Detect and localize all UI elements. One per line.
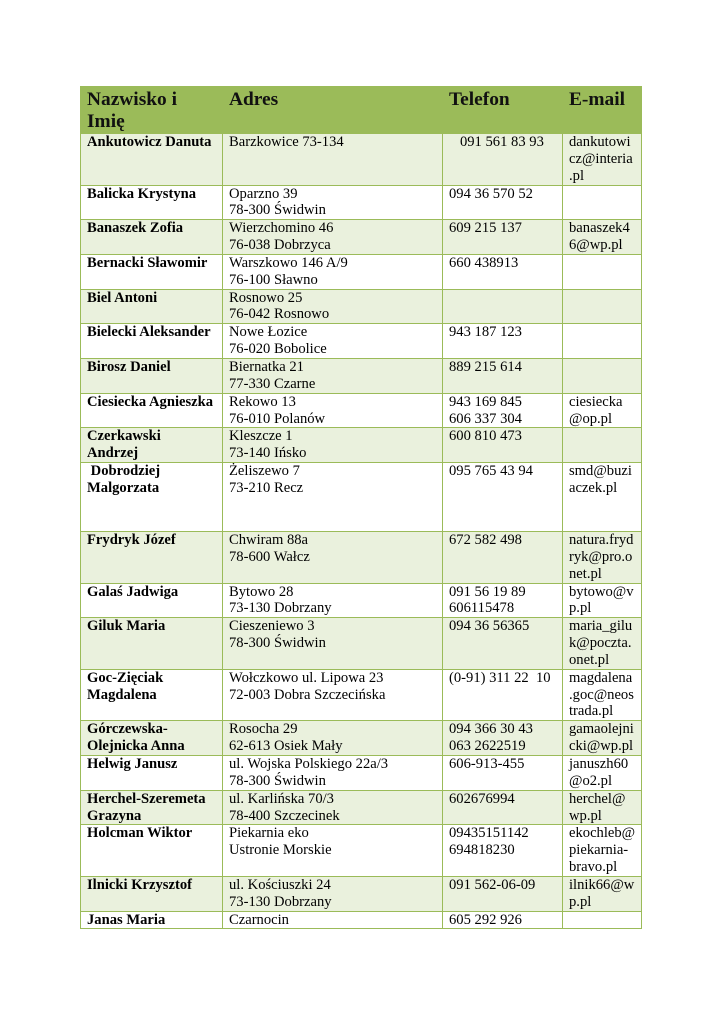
cell-line: 094 36 570 52 xyxy=(449,185,533,202)
name-cell xyxy=(81,463,223,532)
phone-cell xyxy=(443,254,563,289)
email-cell xyxy=(563,185,642,220)
cell-line: Czerkawski xyxy=(87,428,161,445)
cell-line: Ilnicki Krzysztof xyxy=(87,876,192,893)
cell-line: Bielecki Aleksander xyxy=(87,324,211,341)
table-row xyxy=(81,254,642,289)
cell-line: 063 2622519 xyxy=(449,738,526,755)
cell-line: ryk@pro.o xyxy=(569,548,633,565)
cell-line: Magdalena xyxy=(87,686,157,703)
column-header-name xyxy=(81,87,223,134)
phone-cell xyxy=(443,324,563,359)
cell-line: ul. Kościuszki 24 xyxy=(229,876,331,893)
table-body xyxy=(81,134,642,929)
phone-cell xyxy=(443,185,563,220)
cell-line: 76-038 Dobrzyca xyxy=(229,237,331,254)
cell-line: natura.fryd xyxy=(569,532,634,549)
cell-line: januszh60 xyxy=(569,756,629,772)
cell-line: 76-010 Polanów xyxy=(229,410,326,427)
cell-line: Cieszeniewo 3 xyxy=(229,618,315,635)
cell-line: Frydryk Józef xyxy=(87,532,176,549)
cell-line: gamaolejni xyxy=(569,721,634,738)
address-cell xyxy=(223,254,443,289)
cell-line: 78-300 Świdwin xyxy=(229,202,326,219)
address-cell xyxy=(223,618,443,670)
cell-line: Górczewska- xyxy=(87,721,168,738)
cell-line: 095 765 43 94 xyxy=(449,463,533,480)
cell-line: E-mail xyxy=(569,89,626,110)
address-cell xyxy=(223,876,443,911)
table-row xyxy=(81,428,642,463)
cell-line: Goc-Zięciak xyxy=(87,669,164,686)
cell-line: Rosocha 29 xyxy=(229,721,298,738)
cell-line: Kleszcze 1 xyxy=(229,428,293,445)
cell-line: 606115478 xyxy=(449,600,515,617)
cell-line: Balicka Krystyna xyxy=(87,185,197,202)
cell-line: 78-300 Świdwin xyxy=(229,635,326,652)
phone-cell xyxy=(443,583,563,618)
table-row xyxy=(81,618,642,670)
table-row xyxy=(81,185,642,220)
contacts-table xyxy=(80,86,642,929)
phone-cell xyxy=(443,289,563,324)
address-cell xyxy=(223,358,443,393)
name-cell xyxy=(81,911,223,929)
table-row xyxy=(81,532,642,584)
header-row xyxy=(81,87,642,134)
cell-line: 72-003 Dobra Szczecińska xyxy=(229,686,386,703)
cell-line: aczek.pl xyxy=(569,479,618,496)
cell-line: Nowe Łozice xyxy=(229,324,308,341)
cell-line: @op.pl xyxy=(569,410,613,427)
cell-line: 609 215 137 xyxy=(449,220,522,237)
name-cell xyxy=(81,324,223,359)
cell-line: Biel Antoni xyxy=(87,289,158,306)
cell-line: herchel@ xyxy=(569,790,626,807)
cell-line: 660 438913 xyxy=(449,254,519,271)
email-cell xyxy=(563,583,642,618)
cell-line: p.pl xyxy=(569,600,592,617)
cell-line: dankutowi xyxy=(569,134,631,150)
cell-line: 76-042 Rosnowo xyxy=(229,306,330,323)
phone-cell xyxy=(443,669,563,721)
cell-line: Wierzchomino 46 xyxy=(229,220,334,237)
email-cell xyxy=(563,721,642,756)
cell-line: 094 36 56365 xyxy=(449,618,530,635)
cell-line: 73-210 Recz xyxy=(229,479,304,496)
cell-line: Ankutowicz Danuta xyxy=(87,134,212,150)
cell-line: 606 337 304 xyxy=(449,410,522,427)
cell-line: 78-600 Wałcz xyxy=(229,548,310,565)
cell-line: Malgorzata xyxy=(87,479,160,496)
cell-line: wp.pl xyxy=(569,807,602,824)
cell-line: 76-020 Bobolice xyxy=(229,341,327,358)
name-cell xyxy=(81,185,223,220)
cell-line: Rekowo 13 xyxy=(229,393,296,410)
email-cell xyxy=(563,463,642,532)
phone-cell xyxy=(443,756,563,791)
phone-cell xyxy=(443,393,563,428)
cell-line: 78-400 Szczecinek xyxy=(229,807,340,824)
email-cell xyxy=(563,324,642,359)
cell-line: 943 187 123 xyxy=(449,324,522,341)
cell-line: Giluk Maria xyxy=(87,618,166,635)
table-row xyxy=(81,721,642,756)
cell-line: Bernacki Sławomir xyxy=(87,254,208,271)
cell-line: Rosnowo 25 xyxy=(229,289,303,306)
cell-line: Oparzno 39 xyxy=(229,185,298,202)
table-row xyxy=(81,756,642,791)
cell-line: 091 56 19 89 xyxy=(449,583,526,600)
address-cell xyxy=(223,134,443,186)
phone-cell xyxy=(443,358,563,393)
cell-line: ciesiecka xyxy=(569,393,623,410)
column-header-address xyxy=(223,87,443,134)
table-row xyxy=(81,220,642,255)
cell-line: Żeliszewo 7 xyxy=(229,463,300,480)
email-cell xyxy=(563,911,642,929)
name-cell xyxy=(81,254,223,289)
email-cell xyxy=(563,876,642,911)
cell-line: ul. Wojska Polskiego 22a/3 xyxy=(229,756,389,772)
address-cell xyxy=(223,583,443,618)
name-cell xyxy=(81,532,223,584)
cell-line: trada.pl xyxy=(569,703,614,720)
cell-line: Olejnicka Anna xyxy=(87,738,185,755)
cell-line: 62-613 Osiek Mały xyxy=(229,738,343,755)
name-cell xyxy=(81,876,223,911)
name-cell xyxy=(81,220,223,255)
cell-line: ilnik66@w xyxy=(569,876,635,893)
cell-line: cz@interia xyxy=(569,150,633,167)
cell-line: maria_gilu xyxy=(569,618,633,635)
cell-line: Telefon xyxy=(449,89,510,110)
phone-cell xyxy=(443,876,563,911)
email-cell xyxy=(563,790,642,825)
cell-line: p.pl xyxy=(569,893,592,910)
cell-line: 943 169 845 xyxy=(449,393,522,410)
name-cell xyxy=(81,428,223,463)
cell-line: .pl xyxy=(569,167,584,184)
cell-line: 091 561 83 93 xyxy=(449,134,544,150)
cell-line: onet.pl xyxy=(569,651,610,668)
phone-cell xyxy=(443,532,563,584)
email-cell xyxy=(563,825,642,877)
cell-line: 76-100 Sławno xyxy=(229,271,318,288)
cell-line: (0-91) 311 22 10 xyxy=(449,669,551,686)
cell-line: 78-300 Świdwin xyxy=(229,772,326,789)
cell-line: Imię xyxy=(87,111,125,132)
cell-line: Warszkowo 146 A/9 xyxy=(229,254,348,271)
cell-line: Bytowo 28 xyxy=(229,583,294,600)
address-cell xyxy=(223,428,443,463)
cell-line: 889 215 614 xyxy=(449,358,522,375)
email-cell xyxy=(563,220,642,255)
email-cell xyxy=(563,134,642,186)
email-cell xyxy=(563,756,642,791)
table-header xyxy=(81,87,642,134)
cell-line: Dobrodziej xyxy=(87,463,161,480)
cell-line: 091 562-06-09 xyxy=(449,876,536,893)
name-cell xyxy=(81,358,223,393)
cell-line: k@poczta. xyxy=(569,635,632,652)
cell-line: ekochleb@ xyxy=(569,825,636,842)
cell-line: Janas Maria xyxy=(87,911,166,928)
name-cell xyxy=(81,721,223,756)
cell-line: bytowo@v xyxy=(569,583,634,600)
cell-line: magdalena xyxy=(569,669,633,686)
table-row xyxy=(81,324,642,359)
address-cell xyxy=(223,324,443,359)
phone-cell xyxy=(443,463,563,532)
cell-line: Piekarnia eko xyxy=(229,825,309,842)
phone-cell xyxy=(443,220,563,255)
cell-line: Herchel-Szeremeta xyxy=(87,790,206,807)
phone-cell xyxy=(443,721,563,756)
phone-cell xyxy=(443,825,563,877)
name-cell xyxy=(81,134,223,186)
cell-line: net.pl xyxy=(569,565,602,582)
email-cell xyxy=(563,669,642,721)
address-cell xyxy=(223,289,443,324)
phone-cell xyxy=(443,618,563,670)
email-cell xyxy=(563,428,642,463)
cell-line: banaszek4 xyxy=(569,220,630,237)
cell-line: ul. Karlińska 70/3 xyxy=(229,790,334,807)
cell-line: Barzkowice 73-134 xyxy=(229,134,344,150)
table-row xyxy=(81,134,642,186)
cell-line: 73-130 Dobrzany xyxy=(229,893,332,910)
table-row xyxy=(81,911,642,929)
name-cell xyxy=(81,825,223,877)
address-cell xyxy=(223,669,443,721)
cell-line: Helwig Janusz xyxy=(87,756,178,772)
address-cell xyxy=(223,463,443,532)
name-cell xyxy=(81,756,223,791)
email-cell xyxy=(563,532,642,584)
phone-cell xyxy=(443,911,563,929)
email-cell xyxy=(563,254,642,289)
column-header-phone xyxy=(443,87,563,134)
cell-line: Galaś Jadwiga xyxy=(87,583,179,600)
cell-line: 600 810 473 xyxy=(449,428,522,445)
address-cell xyxy=(223,825,443,877)
cell-line: Ciesiecka Agnieszka xyxy=(87,393,214,410)
cell-line: Grazyna xyxy=(87,807,142,824)
cell-line: .goc@neos xyxy=(569,686,634,703)
table-row xyxy=(81,825,642,877)
phone-cell xyxy=(443,790,563,825)
address-cell xyxy=(223,721,443,756)
email-cell xyxy=(563,289,642,324)
name-cell xyxy=(81,669,223,721)
cell-line: 606-913-455 xyxy=(449,756,525,772)
phone-cell xyxy=(443,134,563,186)
name-cell xyxy=(81,393,223,428)
cell-line: smd@buzi xyxy=(569,463,632,480)
table-row xyxy=(81,393,642,428)
table-row xyxy=(81,583,642,618)
cell-line: 672 582 498 xyxy=(449,532,522,549)
phone-cell xyxy=(443,428,563,463)
cell-line: Banaszek Zofia xyxy=(87,220,184,237)
table-row xyxy=(81,790,642,825)
address-cell xyxy=(223,756,443,791)
cell-line: Andrzej xyxy=(87,445,139,462)
cell-line: 6@wp.pl xyxy=(569,237,623,254)
cell-line: Ustronie Morskie xyxy=(229,842,332,859)
cell-line: Biernatka 21 xyxy=(229,358,304,375)
address-cell xyxy=(223,220,443,255)
email-cell xyxy=(563,618,642,670)
table-row xyxy=(81,289,642,324)
address-cell xyxy=(223,790,443,825)
cell-line: 77-330 Czarne xyxy=(229,375,316,392)
table-row xyxy=(81,669,642,721)
cell-line: Nazwisko i xyxy=(87,89,177,110)
cell-line: Birosz Daniel xyxy=(87,358,171,375)
cell-line: cki@wp.pl xyxy=(569,738,634,755)
cell-line: @o2.pl xyxy=(569,772,613,789)
address-cell xyxy=(223,532,443,584)
address-cell xyxy=(223,393,443,428)
name-cell xyxy=(81,790,223,825)
address-cell xyxy=(223,911,443,929)
cell-line: 694818230 xyxy=(449,842,515,859)
name-cell xyxy=(81,583,223,618)
cell-line: 605 292 926 xyxy=(449,911,522,928)
column-header-email xyxy=(563,87,642,134)
cell-line: 09435151142 xyxy=(449,825,529,842)
cell-line: bravo.pl xyxy=(569,859,618,876)
name-cell xyxy=(81,618,223,670)
cell-line: 73-130 Dobrzany xyxy=(229,600,332,617)
cell-line: Czarnocin xyxy=(229,911,289,928)
table-row xyxy=(81,876,642,911)
cell-line: Wołczkowo ul. Lipowa 23 xyxy=(229,669,384,686)
name-cell xyxy=(81,289,223,324)
table-row xyxy=(81,463,642,532)
cell-line: Adres xyxy=(229,89,279,110)
cell-line: Chwiram 88a xyxy=(229,532,309,549)
email-cell xyxy=(563,358,642,393)
cell-line: 73-140 Ińsko xyxy=(229,445,307,462)
cell-line: Holcman Wiktor xyxy=(87,825,193,842)
address-cell xyxy=(223,185,443,220)
cell-line: 094 366 30 43 xyxy=(449,721,533,738)
cell-line: 602676994 xyxy=(449,790,515,807)
table-row xyxy=(81,358,642,393)
email-cell xyxy=(563,393,642,428)
cell-line: piekarnia- xyxy=(569,842,629,859)
